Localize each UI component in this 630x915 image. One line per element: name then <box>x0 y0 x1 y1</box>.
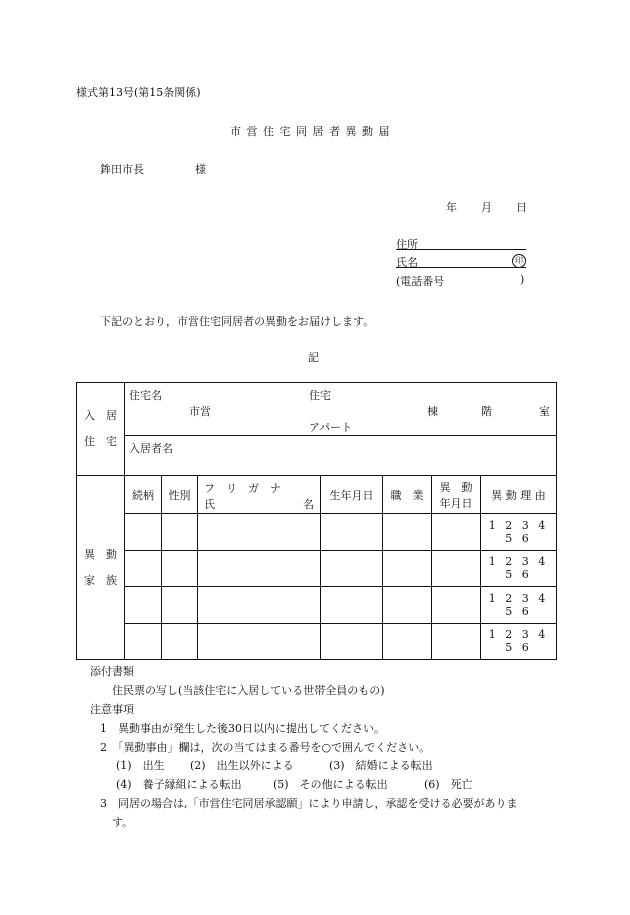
sex-cell[interactable] <box>162 587 198 623</box>
address-label: 住所 <box>396 238 418 251</box>
header-name-left: 氏 <box>204 498 215 511</box>
name-cell[interactable] <box>198 623 321 659</box>
date-month: 月 <box>481 201 492 214</box>
header-sex: 性別 <box>162 476 198 514</box>
sex-cell[interactable] <box>162 550 198 586</box>
change-label-1: 異 動 <box>84 547 117 561</box>
change-date-cell[interactable] <box>432 514 481 550</box>
reason-codes[interactable]: 1 2 3 4 5 6 <box>481 623 557 659</box>
name-cell[interactable] <box>198 550 321 586</box>
header-change-date-2: 年月日 <box>439 496 473 510</box>
attachments-item: 住民票の写し(当該住宅に入居している世帯全員のもの) <box>112 684 385 697</box>
job-cell[interactable] <box>383 623 432 659</box>
change-date-cell[interactable] <box>432 550 481 586</box>
note-2: 2 「異動事由」欄は，次の当てはまる番号を○で囲んでください。 <box>100 741 431 754</box>
room-label: 室 <box>539 405 550 418</box>
job-cell[interactable] <box>383 514 432 550</box>
header-relation: 続柄 <box>125 476 162 514</box>
sex-cell[interactable] <box>162 514 198 550</box>
residence-label-1: 入 居 <box>84 409 117 422</box>
birth-cell[interactable] <box>321 514 383 550</box>
form-number: 様式第13号(第15条関係) <box>76 86 201 99</box>
apartment-label: アパート <box>309 421 353 434</box>
date-year: 年 <box>446 201 457 214</box>
name-cell[interactable] <box>198 514 321 550</box>
job-cell[interactable] <box>383 550 432 586</box>
house-name-cell[interactable] <box>125 383 557 436</box>
relation-cell[interactable] <box>125 623 162 659</box>
city-housing-label: 市営 <box>189 405 211 418</box>
header-birth: 生年月日 <box>321 476 383 514</box>
reason-6: (6) 死亡 <box>424 778 473 791</box>
note-3a: 3 同居の場合は,「市営住宅同居承認願」により申請し，承認を受ける必要がありま <box>100 797 518 810</box>
ki-label: 記 <box>308 351 319 364</box>
address-label-cell: 住宅 <box>309 389 331 402</box>
floor-label: 階 <box>481 405 492 418</box>
relation-cell[interactable] <box>125 514 162 550</box>
reason-2: (2) 出生以外による <box>190 759 294 772</box>
table-row <box>77 587 557 623</box>
reason-4: (4) 養子縁組による転出 <box>116 778 242 791</box>
change-form-table <box>76 382 557 660</box>
phone-close: ) <box>520 273 525 286</box>
birth-cell[interactable] <box>321 623 383 659</box>
header-change-date <box>432 476 481 514</box>
house-name-label: 住宅名 <box>129 389 162 402</box>
date-day: 日 <box>516 201 527 214</box>
reason-codes[interactable]: 1 2 3 4 5 6 <box>481 514 557 550</box>
change-family-label-cell <box>77 476 125 660</box>
change-date-cell[interactable] <box>432 623 481 659</box>
sex-cell[interactable] <box>162 623 198 659</box>
phone-label: (電話番号 <box>396 275 445 288</box>
change-date-cell[interactable] <box>432 587 481 623</box>
table-row <box>77 623 557 659</box>
reason-1: (1) 出生 <box>116 759 165 772</box>
header-furigana-name <box>198 476 321 514</box>
reason-codes[interactable]: 1 2 3 4 5 6 <box>481 550 557 586</box>
residence-label-2: 住 宅 <box>84 435 117 448</box>
intro-text: 下記のとおり，市営住宅同居者の異動をお届けします。 <box>100 315 375 328</box>
header-job: 職 業 <box>383 476 432 514</box>
name-label: 氏名 <box>396 256 418 269</box>
change-label-2: 家 族 <box>84 573 117 587</box>
header-name-right: 名 <box>303 498 314 511</box>
header-furigana: フ リ ガ ナ <box>204 482 281 495</box>
residence-label-cell <box>77 383 125 476</box>
name-cell[interactable] <box>198 587 321 623</box>
table-row <box>77 514 557 550</box>
header-change-date-1: 異 動 <box>439 480 473 494</box>
table-row <box>77 550 557 586</box>
notes-heading: 注意事項 <box>90 703 134 716</box>
seal-mark: 印 <box>512 254 526 268</box>
birth-cell[interactable] <box>321 587 383 623</box>
name-line[interactable] <box>396 254 526 268</box>
reason-3: (3) 結婚による転出 <box>329 759 433 772</box>
note-3b: す。 <box>112 816 134 829</box>
address-line[interactable] <box>396 236 526 250</box>
addressee-honorific: 様 <box>195 163 206 176</box>
relation-cell[interactable] <box>125 587 162 623</box>
building-label: 棟 <box>427 405 438 418</box>
reason-5: (5) その他による転出 <box>273 778 388 791</box>
document-title: 市 営 住 宅 同 居 者 異 動 届 <box>230 125 391 138</box>
relation-cell[interactable] <box>125 550 162 586</box>
header-reason: 異 動 理 由 <box>481 476 557 514</box>
job-cell[interactable] <box>383 587 432 623</box>
note-1: 1 異動事由が発生した後30日以内に提出してください。 <box>100 722 385 735</box>
resident-name-label: 入居者名 <box>129 441 173 455</box>
reason-codes[interactable]: 1 2 3 4 5 6 <box>481 587 557 623</box>
resident-name-cell[interactable] <box>125 435 557 475</box>
birth-cell[interactable] <box>321 550 383 586</box>
attachments-heading: 添付書類 <box>90 665 134 678</box>
addressee-name: 鉾田市長 <box>100 163 144 176</box>
